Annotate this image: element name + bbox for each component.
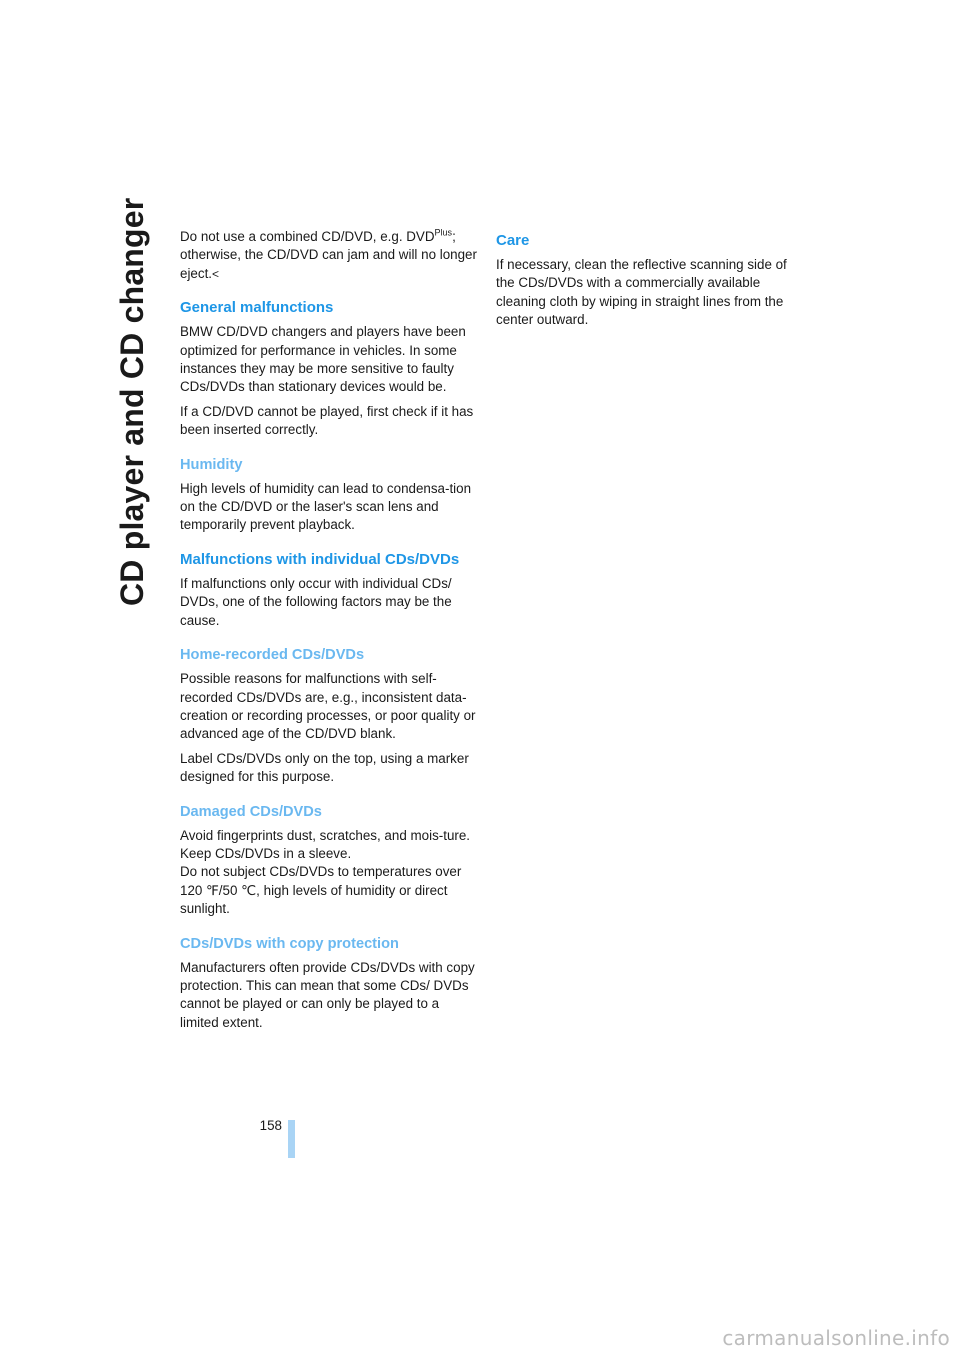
heading-home-recorded: Home-recorded CDs/DVDs	[180, 647, 365, 664]
general-paragraph-1: BMW CD/DVD changers and players have been optimized for performance in vehicles. In some instances they may be more sensitive to faulty CDs/DVDs than stationary devices would be.	[180, 324, 466, 395]
heading-general-malfunctions: General malfunctions	[180, 299, 334, 317]
intro-paragraph	[180, 228, 478, 283]
end-mark-icon: <	[212, 266, 220, 281]
damaged-line-3: Do not subject CDs/DVDs to temperatures over 120 ℉/50 ℃, high levels of humidity or direct sunlight.	[180, 864, 462, 917]
heading-care: Care	[496, 232, 530, 249]
damaged-line-1: Avoid fingerprints dust, scratches, and mois-ture.	[180, 827, 471, 843]
damaged-line-2: Keep CDs/DVDs in a sleeve.	[180, 845, 352, 861]
page-marker-bar	[288, 1120, 295, 1158]
heading-damaged: Damaged CDs/DVDs	[180, 803, 322, 820]
intro-text: Do not use a combined CD/DVD, e.g. DVD	[180, 229, 435, 244]
home-paragraph-2: Label CDs/DVDs only on the top, using a marker designed for this purpose.	[180, 750, 469, 785]
page-number: 158	[259, 1118, 282, 1133]
individual-paragraph: If malfunctions only occur with individual CDs/ DVDs, one of the following factors may be the cause.	[180, 575, 452, 628]
watermark-text: carmanualsonline.info	[722, 1326, 950, 1350]
general-paragraph-2: If a CD/DVD cannot be played, first check if it has been inserted correctly.	[180, 403, 474, 438]
section-side-title: CD player and CD changer	[114, 197, 150, 606]
heading-humidity: Humidity	[180, 456, 243, 473]
heading-copy-protection: CDs/DVDs with copy protection	[180, 935, 399, 952]
plus-superscript: Plus	[434, 227, 453, 238]
humidity-paragraph: High levels of humidity can lead to condensa-tion on the CD/DVD or the laser's scan lens and temporarily prevent playback.	[180, 480, 472, 533]
right-column	[496, 228, 796, 336]
intro-text-cont: ; otherwise, the CD/DVD can jam and will no longer eject.	[180, 229, 477, 281]
heading-individual-malfunctions: Malfunctions with individual CDs/DVDs	[180, 550, 460, 568]
copy-paragraph: Manufacturers often provide CDs/DVDs with copy protection. This can mean that some CDs/ DVDs cannot be played or can only be played to a limited extent.	[180, 959, 475, 1030]
left-column	[180, 228, 478, 1038]
home-paragraph-1: Possible reasons for malfunctions with self-recorded CDs/DVDs are, e.g., inconsistent data-creation or recording processes, or poor quality or advanced age of the CD/DVD blank.	[180, 671, 476, 742]
care-paragraph: If necessary, clean the reflective scanning side of the CDs/DVDs with a commercially available cleaning cloth by wiping in straight lines from the center outward.	[496, 257, 787, 328]
